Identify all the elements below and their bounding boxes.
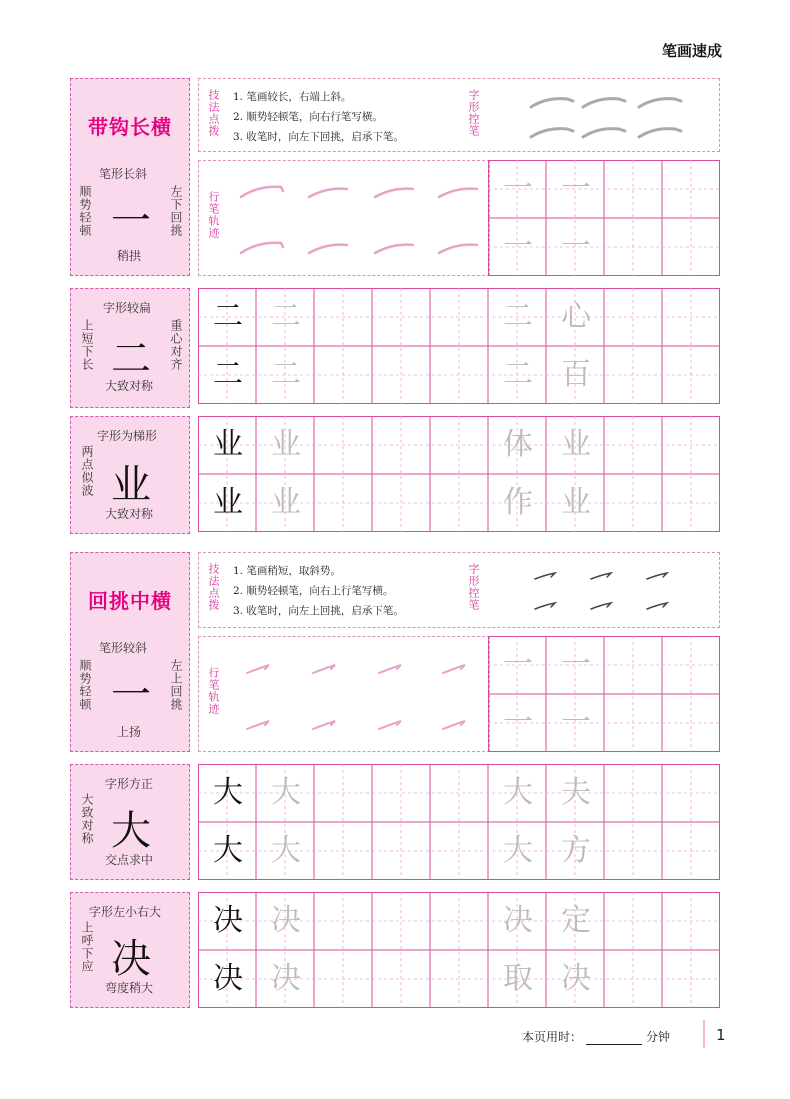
trace-char: 决 (271, 903, 301, 938)
example-char: 业 (561, 485, 591, 520)
char-demo: 大 (111, 808, 151, 854)
example-char: 决 (561, 961, 591, 996)
stroke-note-left: 顺势轻顿 (78, 185, 92, 237)
trace-char: 业 (271, 485, 301, 520)
example-char: 体 (503, 427, 533, 462)
control-strokes (489, 559, 709, 621)
tips-label: 技法点拨 (207, 89, 220, 137)
example-char: 夫 (561, 775, 591, 810)
stroke-panel (70, 552, 190, 752)
model-char: 决 (213, 903, 243, 938)
page-header-title: 笔画速成 (661, 42, 722, 60)
tip-line: 3. 收笔时，向左上回挑，启承下笔。 (233, 605, 404, 617)
char-note-left: 上呼下应 (80, 921, 94, 973)
char-note-bottom: 大致对称 (105, 507, 154, 521)
trace-label: 行笔轨迹 (207, 191, 220, 239)
char-note-top: 字形为梯形 (97, 429, 158, 443)
page-number: 1 (716, 1026, 726, 1044)
char-note-left: 两点似波 (80, 445, 94, 497)
example-char: 心 (561, 299, 591, 334)
char-note-bottom: 交点求中 (105, 853, 154, 867)
trace-stroke: 一 (561, 705, 591, 740)
stroke-note-right: 左下回挑 (169, 185, 183, 237)
tip-line: 3. 收笔时，向左下回挑，启承下笔。 (233, 131, 404, 143)
model-char: 业 (213, 427, 243, 462)
trace-box (198, 160, 490, 276)
trace-stroke: 一 (561, 171, 591, 206)
trace-strokes (229, 161, 489, 275)
char-note-right: 重心对齐 (169, 319, 183, 371)
control-label: 字形控笔 (467, 563, 480, 611)
char-panel (70, 288, 190, 408)
time-used-label: 本页用时： (522, 1030, 583, 1044)
model-char: 二 (213, 357, 243, 392)
model-char: 决 (213, 961, 243, 996)
stroke-note-left: 顺势轻顿 (78, 659, 92, 711)
practice-grid (488, 636, 720, 752)
example-char: 决 (503, 903, 533, 938)
example-char: 二 (503, 357, 533, 392)
char-note-top: 字形方正 (105, 777, 154, 791)
char-note-bottom: 弯度稍大 (105, 981, 154, 995)
char-demo: 业 (111, 462, 151, 508)
page-divider (703, 1020, 705, 1048)
model-char: 二 (213, 299, 243, 334)
char-note-top: 字形左小右大 (89, 905, 162, 919)
model-char: 业 (213, 485, 243, 520)
stroke-note-bottom: 稍拱 (117, 249, 142, 263)
tips-box (198, 552, 720, 628)
char-panel (70, 764, 190, 880)
control-label: 字形控笔 (467, 89, 480, 137)
trace-stroke: 一 (561, 229, 591, 264)
control-strokes (489, 85, 709, 147)
example-char: 取 (503, 961, 533, 996)
practice-grid (198, 892, 720, 1008)
trace-char: 二 (271, 299, 301, 334)
trace-stroke: 一 (503, 229, 533, 264)
trace-strokes (229, 637, 489, 751)
stroke-note-right: 左上回挑 (169, 659, 183, 711)
stroke-demo-char: 一 (111, 672, 151, 718)
trace-box (198, 636, 490, 752)
trace-stroke: 一 (503, 171, 533, 206)
time-used-unit: 分钟 (646, 1030, 671, 1044)
trace-char: 业 (271, 427, 301, 462)
example-char: 方 (561, 833, 591, 868)
char-note-top: 字形较扁 (103, 301, 152, 315)
trace-label: 行笔轨迹 (207, 667, 220, 715)
char-note-left: 大致对称 (80, 793, 94, 845)
stroke-name: 带钩长横 (88, 115, 172, 139)
example-char: 业 (561, 427, 591, 462)
practice-grid (198, 288, 720, 404)
example-char: 定 (561, 903, 591, 938)
stroke-note-top: 笔形长斜 (99, 167, 148, 181)
tip-line: 2. 顺势轻顿笔，向右行笔写横。 (233, 111, 383, 123)
trace-stroke: 一 (561, 647, 591, 682)
tip-line: 2. 顺势轻顿笔，向右上行笔写横。 (233, 585, 394, 597)
time-used-footer (522, 1028, 670, 1045)
model-char: 大 (213, 833, 243, 868)
trace-stroke: 一 (503, 647, 533, 682)
char-panel (70, 892, 190, 1008)
time-used-input[interactable] (586, 1032, 642, 1045)
char-panel (70, 416, 190, 534)
stroke-note-top: 笔形较斜 (99, 641, 148, 655)
char-note-bottom: 大致对称 (105, 379, 154, 393)
trace-char: 决 (271, 961, 301, 996)
char-demo: 二 (111, 336, 151, 382)
example-char: 大 (503, 775, 533, 810)
tips-label: 技法点拨 (207, 563, 220, 611)
practice-grid (198, 764, 720, 880)
trace-stroke: 一 (503, 705, 533, 740)
trace-char: 二 (271, 357, 301, 392)
stroke-panel (70, 78, 190, 276)
stroke-name: 回挑中横 (88, 589, 172, 613)
char-demo: 决 (111, 936, 151, 982)
tip-line: 1. 笔画稍短，取斜势。 (233, 565, 341, 577)
tips-box (198, 78, 720, 152)
practice-grid (488, 160, 720, 276)
tip-line: 1. 笔画较长，右端上斜。 (233, 91, 352, 103)
practice-grid (198, 416, 720, 532)
trace-char: 大 (271, 775, 301, 810)
trace-char: 大 (271, 833, 301, 868)
stroke-demo-char: 一 (111, 198, 151, 244)
stroke-note-bottom: 上扬 (117, 725, 142, 739)
char-note-left: 上短下长 (80, 319, 94, 371)
example-char: 二 (503, 299, 533, 334)
example-char: 大 (503, 833, 533, 868)
example-char: 作 (503, 485, 533, 520)
model-char: 大 (213, 775, 243, 810)
example-char: 百 (561, 357, 591, 392)
